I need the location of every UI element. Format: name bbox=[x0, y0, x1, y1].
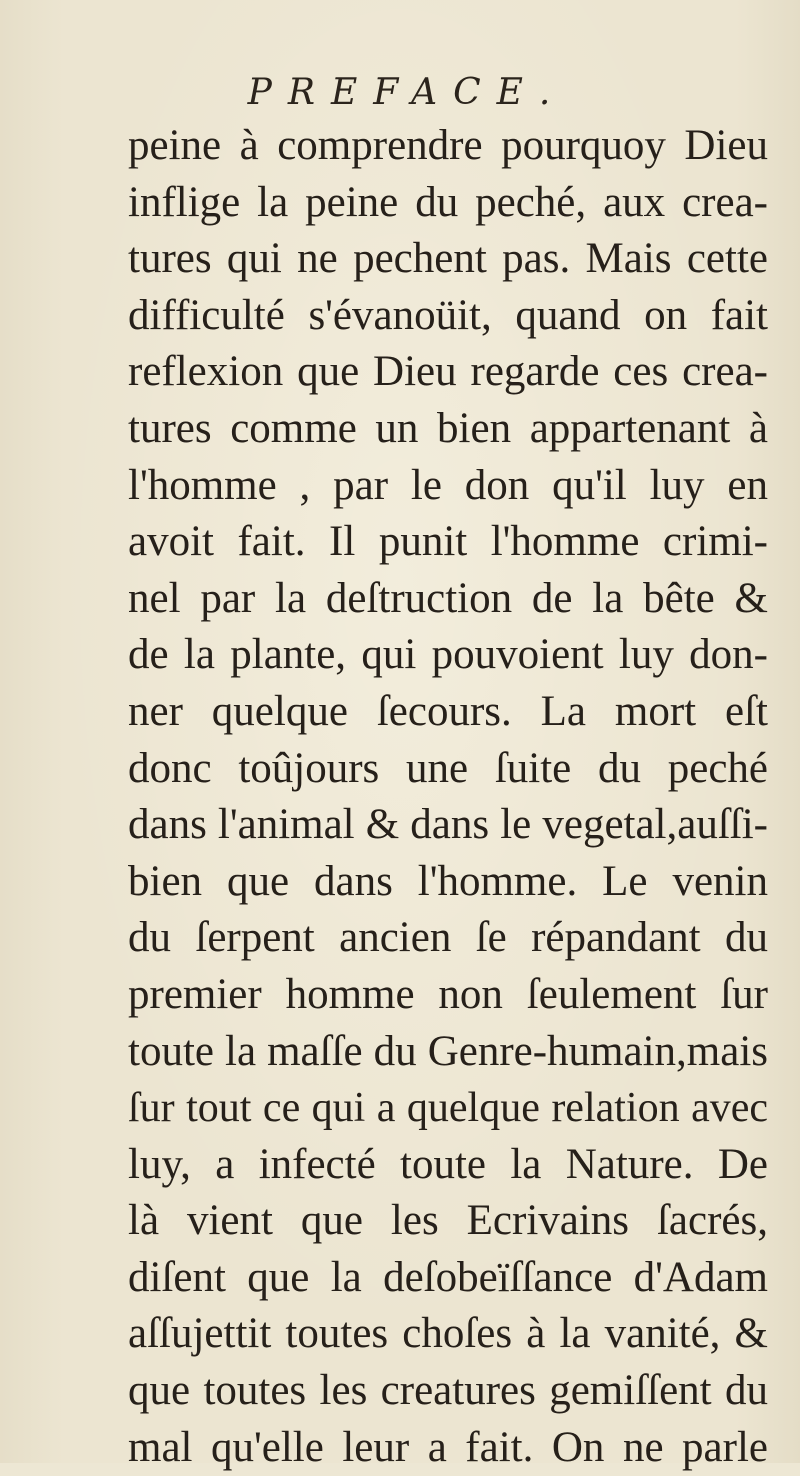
text-line: reflexion que Dieu regarde ces crea- bbox=[128, 348, 768, 396]
text-line: toute la maſſe du Genre-humain,mais bbox=[128, 1027, 768, 1075]
text-line: peine à comprendre pourquoy Dieu bbox=[128, 122, 768, 169]
running-head: PREFACE. bbox=[247, 72, 567, 113]
text-line: dans l'animal & dans le vegetal,auſſi- bbox=[128, 801, 768, 849]
text-line: mal qu'elle leur a fait. On ne parle bbox=[128, 1423, 768, 1471]
text-line: difficulté s'évanoüit, quand on fait bbox=[128, 291, 768, 339]
text-line: l'homme , par le don qu'il luy en bbox=[128, 461, 768, 509]
text-line: là vient que les Ecrivains ſacrés, bbox=[128, 1197, 768, 1245]
text-line: inflige la peine du peché, aux crea- bbox=[128, 178, 768, 226]
text-line: nel par la deſtruction de la bête & bbox=[128, 574, 768, 622]
text-line: que toutes les creatures gemiſſent du bbox=[128, 1367, 768, 1415]
text-line: diſent que la deſobeïſſance d'Adam bbox=[128, 1253, 768, 1301]
text-line: ner quelque ſecours. La mort eſt bbox=[128, 687, 768, 735]
text-line: premier homme non ſeulement ſur bbox=[128, 970, 768, 1018]
text-line: luy, a infecté toute la Nature. De bbox=[128, 1140, 768, 1188]
text-line: du ſerpent ancien ſe répandant du bbox=[128, 914, 768, 962]
text-line: de la plante, qui pouvoient luy don- bbox=[128, 631, 768, 679]
text-line: donc toûjours une ſuite du peché bbox=[128, 744, 768, 792]
body-text bbox=[128, 118, 768, 1476]
text-line: bien que dans l'homme. Le venin bbox=[128, 857, 768, 905]
text-line: ſur tout ce qui a quelque relation avec bbox=[128, 1085, 768, 1132]
text-line: aſſujettit toutes choſes à la vanité, & bbox=[128, 1310, 768, 1358]
text-line: avoit fait. Il punit l'homme crimi- bbox=[128, 518, 768, 566]
text-line: tures qui ne pechent pas. Mais cette bbox=[128, 235, 768, 283]
text-line: tures comme un bien appartenant à bbox=[128, 404, 768, 452]
